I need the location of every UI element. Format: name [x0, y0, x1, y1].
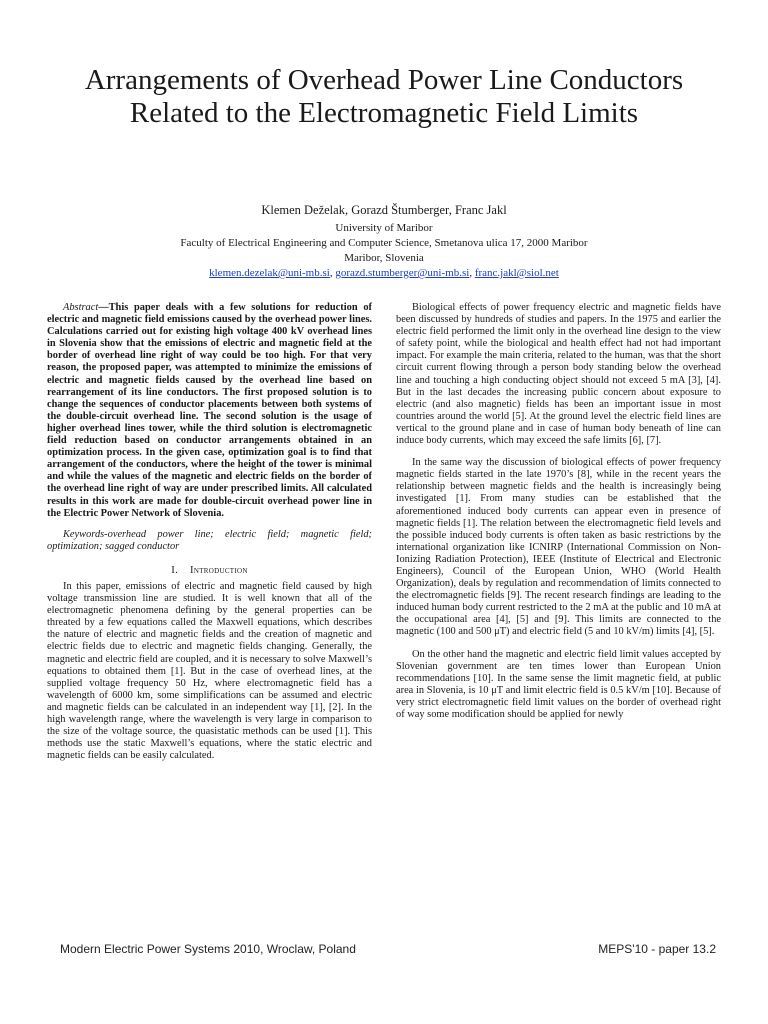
- section-heading: [47, 565, 372, 577]
- paragraph-gap: [396, 639, 721, 649]
- abstract: [47, 302, 372, 520]
- left-column: [47, 302, 372, 762]
- email-link[interactable]: gorazd.stumberger@uni-mb.si: [335, 267, 470, 279]
- email-list: [40, 266, 728, 281]
- email-link[interactable]: franc.jakl@siol.net: [474, 267, 559, 279]
- affiliation-block: [40, 221, 728, 281]
- section-number: I.: [171, 564, 179, 576]
- paragraph-gap: [396, 447, 721, 457]
- email-link[interactable]: klemen.dezelak@uni-mb.si: [209, 267, 330, 279]
- footer-paper-id: MEPS'10 - paper 13.2: [598, 942, 716, 956]
- abstract-lead: Abstract: [63, 302, 99, 313]
- abstract-text: This paper deals with a few solutions for reduction of electric and magnetic field emissions caused by the overhead power lines. Calculations carried out for existing high voltage 400 kV overhead lines in Slovenia show that the emissions of electric and magnetic field at the border of overhead line right of way could be too high. For that very reason, the proposed paper, was attempted to minimize the emissions of electric and magnetic fields caused by the overhead line based on rearrangement of its line conductors. The first proposed solution is to change the sequences of conductor placements between both systems of the double-circuit overhead line. The second solution is the usage of higher overhead lines tower, while the third solution is electromagnetic field reduction based on conductor arrangements obtained in an optimization process. In the given case, optimization goal is to find that arrangement of the conductors, where the height of the tower is minimal and while the values of the magnetic and electric fields on the border of the overhead line right of way are under prescribed limits. All calculated results in this work are made for double-circuit overhead power line in the Electric Power Network of Slovenia.: [47, 302, 372, 519]
- section-title: Introduction: [190, 564, 248, 576]
- location: Maribor, Slovenia: [344, 252, 424, 264]
- faculty-address: Faculty of Electrical Engineering and Computer Science, Smetanova ulica 17, 2000 Maribor: [180, 237, 588, 249]
- right-column: [396, 302, 721, 721]
- abstract-dash: —: [98, 302, 109, 313]
- body-paragraph: In the same way the discussion of biological effects of power frequency magnetic fields started in the late 1970’s [8], while in the recent years the relationship between magnetic fields and the health is increasingly being investigated [1]. From many studies can be established that the aforementioned induced body currents can appear even in presence of magnetic fields [1]. The relation between the electromagnetic field levels and the possible induced body currents is often taken as basic restrictions by the international organization like ICNIRP (International Commission on Non-Ionizing Radiation Protection), IEEE (Institute of Electrical and Electronic Engineers), Council of the European Union, WHO (World Health Organization), deals by regulation and recommendation of limits connected to the electromagnetic fields [9]. The recent research findings are leading to the induced human body current restricted to the 2 mA at the public and 10 mA at the occupational area [4], [5] and [9]. This limits are connected to the magnetic (100 and 500 μT) and electric field (5 and 10 kV/m) limits [4], [5].: [396, 457, 721, 638]
- title-line-1: Arrangements of Overhead Power Line Conductors: [84, 64, 684, 96]
- email-separator: ,: [469, 267, 475, 279]
- paper-title: [40, 64, 728, 130]
- body-paragraph: On the other hand the magnetic and electric field limit values accepted by Slovenian government are ten times lower than European Union recommendations [10]. In the same sense the limit magnetic field, at public area in Slovenia, is 10 μT and limit electric field is 0.5 kV/m [10]. Because of very strict electromagnetic field limit values on the border of overhead right of way some modification should be applied for newly: [396, 648, 721, 720]
- title-line-2: Related to the Electromagnetic Field Limits: [129, 97, 639, 129]
- body-paragraph: Biological effects of power frequency electric and magnetic fields have been discussed by hundreds of studies and papers. In the 1975 and earlier the electric field performed the limit only in the overhead line design to the view of safety point, while the biological and health effect had not had important impact. For example the main criteria, related to the human, was that the short circuit current flowing through a person body standing below the overhead line and touching a high conducting object should not exceed 5 mA [3], [4]. But in the last decades the increasing public concern about exposure to electric (and also magnetic) fields has been an important issue in most countries around the world [5]. At the ground level the electric field lines are vertical to the ground plane and in case of human body beneath of line can induce body currents, which may exceed the safe limits [6], [7].: [396, 302, 721, 447]
- keywords: Keywords-overhead power line; electric field; magnetic field; optimization; sagged conductor: [47, 528, 372, 552]
- author-list: Klemen Deželak, Gorazd Štumberger, Franc Jakl: [261, 203, 507, 217]
- email-separator: ,: [329, 267, 336, 279]
- university-name: University of Maribor: [335, 222, 433, 234]
- body-paragraph: In this paper, emissions of electric and magnetic field caused by high voltage transmission line are studied. It is well known that all of the electromagnetic phenomena defining by the general properties can be threated by a few equations called the Maxwell equations, which describes the nature of electric and magnetic fields and the creation of magnetic and electric fields due to electric and magnetic fields changing. Generally, the magnetic and electric field are coupled, and it is necessary to solve Maxwell’s equations to obtained them [1]. But in the case of overhead lines, at the supplied voltage frequency 50 Hz, where electromagnetic field has a wavelength of 6000 km, some simplifications can be assumed and electric and magnetic fields can be calculated in an independent way [1], [2]. In the high wavelength range, where the wavelength is very large in comparison to the size of the voltage source, the quasistatic methods can be used [1]. This methods use the static Maxwell’s equations, where the static electric and magnetic fields can be easily calculated.: [47, 580, 372, 762]
- footer-conference: Modern Electric Power Systems 2010, Wroclaw, Poland: [60, 942, 356, 956]
